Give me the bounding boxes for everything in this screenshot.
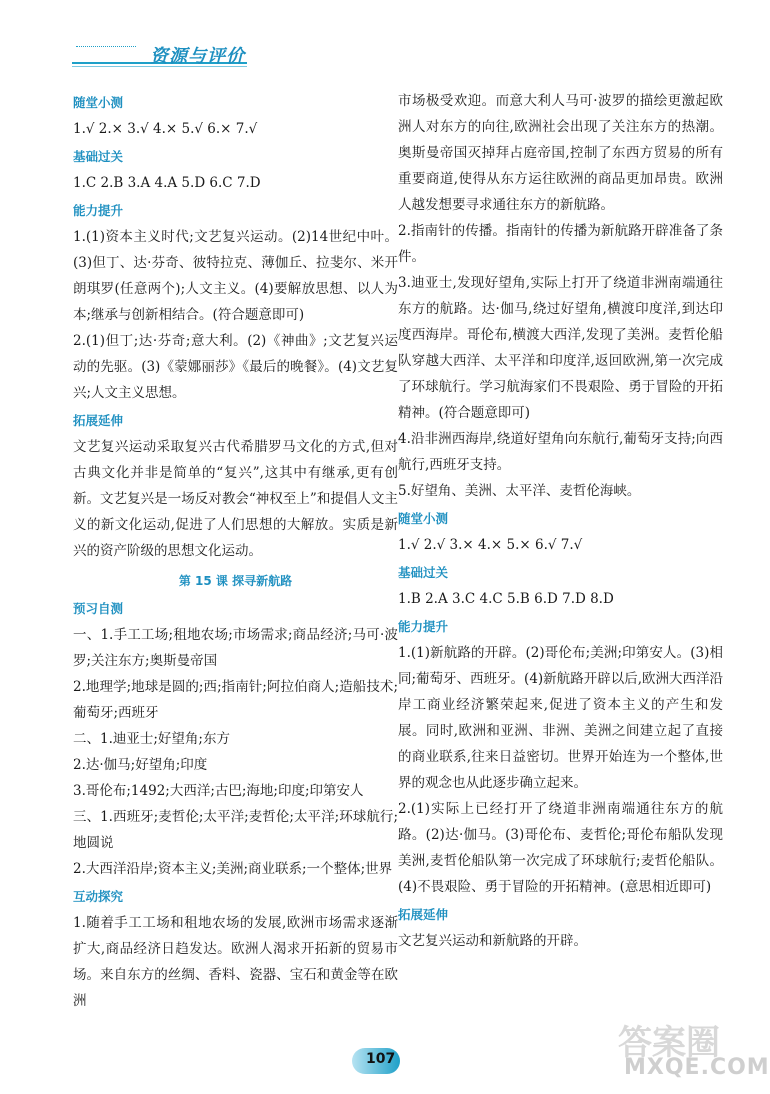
answer-paragraph: 1.B 2.A 3.C 4.C 5.B 6.D 7.D 8.D	[398, 591, 614, 607]
answer-paragraph: 2.达·伽马;好望角;印度	[73, 757, 208, 773]
answer-paragraph: 2.大西洋沿岸;资本主义;美洲;商业联系;一个整体;世界	[73, 861, 393, 877]
page-number-badge	[352, 1048, 400, 1074]
answer-paragraph: 3.迪亚士,发现好望角,实际上打开了绕道非洲南端通往东方的航路。达·伽马,绕过好望角,横渡印度洋,到达印度西海岸。哥伦布,横渡大西洋,发现了美洲。麦哲伦船队穿越大西洋、太平洋和印度洋,返回欧洲,第一次完成了环球航行。学习航海家们不畏艰险、勇于冒险的开拓精神。(符合题意即可)	[398, 275, 723, 421]
answer-paragraph: 1.(1)新航路的开辟。(2)哥伦布;美洲;印第安人。(3)相同;葡萄牙、西班牙。(4)新航路开辟以后,欧洲大西洋沿岸工商业经济繁荣起来,促进了资本主义的产生和发展。同时,欧洲和亚洲、非洲、美洲之间建立起了直接的商业联系,往来日益密切。世界开始连为一个整体,世界的观念也从此逐步确立起来。	[398, 645, 723, 791]
section-heading: 基础过关	[398, 565, 449, 580]
section-heading: 拓展延伸	[73, 413, 124, 428]
answer-paragraph: 2.(1)实际上已经打开了绕道非洲南端通往东方的航路。(2)达·伽马。(3)哥伦布、麦哲伦;哥伦布船队发现美洲,麦哲伦船队第一次完成了环球航行;麦哲伦船队。(4)不畏艰险、勇于冒险的开拓精神。(意思相近即可)	[398, 801, 723, 895]
answer-paragraph: 1.√ 2.× 3.√ 4.× 5.√ 6.× 7.√	[73, 121, 258, 137]
watermark-line2: MXQE.COM	[624, 1055, 770, 1080]
section-heading: 随堂小测	[73, 95, 124, 110]
section-heading: 拓展延伸	[398, 907, 449, 922]
answer-paragraph: 1.√ 2.√ 3.× 4.× 5.× 6.√ 7.√	[398, 537, 583, 553]
watermark	[618, 1015, 770, 1087]
section-heading: 能力提升	[73, 203, 124, 218]
answer-paragraph: 5.好望角、美洲、太平洋、麦哲伦海峡。	[398, 483, 641, 499]
section-heading: 随堂小测	[398, 511, 449, 526]
section-heading: 能力提升	[398, 619, 449, 634]
page-number: 107	[366, 1051, 396, 1067]
lesson-title: 第 15 课 探寻新航路	[178, 574, 293, 588]
page-header	[72, 40, 262, 76]
watermark-line1: 答案圈	[618, 1023, 720, 1063]
section-heading: 互动探究	[73, 889, 124, 904]
section-heading: 预习自测	[73, 601, 124, 616]
answer-paragraph: 二、1.迪亚士;好望角;东方	[73, 731, 230, 747]
answer-paragraph: 2.指南针的传播。指南针的传播为新航路开辟准备了条件。	[398, 223, 723, 265]
answer-paragraph: 文艺复兴运动和新航路的开辟。	[398, 933, 587, 949]
answer-paragraph: 一、1.手工工场;租地农场;市场需求;商品经济;马可·波罗;关注东方;奥斯曼帝国	[73, 627, 398, 669]
answer-paragraph: 1.随着手工工场和租地农场的发展,欧洲市场需求逐渐扩大,商品经济日趋发达。欧洲人渴求开拓新的贸易市场。来自东方的丝绸、香料、瓷器、宝石和黄金等在欧洲	[73, 915, 398, 1009]
answer-paragraph: 三、1.西班牙;麦哲伦;太平洋;麦哲伦;太平洋;环球航行;地圆说	[73, 809, 398, 851]
answer-paragraph: 文艺复兴运动采取复兴古代希腊罗马文化的方式,但对古典文化并非是简单的“复兴”,这其中有继承,更有创新。文艺复兴是一场反对教会“神权至上”和提倡人文主义的新文化运动,促进了人们思想的大解放。实质是新兴的资产阶级的思想文化运动。	[73, 439, 398, 559]
section-heading: 基础过关	[73, 149, 124, 164]
answer-paragraph: 1.C 2.B 3.A 4.A 5.D 6.C 7.D	[73, 175, 261, 191]
answer-paragraph: 2.(1)但丁;达·芬奇;意大利。(2)《神曲》;文艺复兴运动的先驱。(3)《蒙娜丽莎》《最后的晚餐》。(4)文艺复兴;人文主义思想。	[73, 333, 398, 401]
answer-paragraph: 1.(1)资本主义时代;文艺复兴运动。(2)14世纪中叶。(3)但丁、达·芬奇、彼特拉克、薄伽丘、拉斐尔、米开朗琪罗(任意两个);人文主义。(4)要解放思想、以人为本;继承与创新相结合。(符合题意即可)	[73, 229, 398, 323]
header-title: 资源与评价	[150, 46, 245, 67]
answer-paragraph: 市场极受欢迎。而意大利人马可·波罗的描绘更激起欧洲人对东方的向往,欧洲社会出现了关注东方的热潮。奥斯曼帝国灭掉拜占庭帝国,控制了东西方贸易的所有重要商道,使得从东方运往欧洲的商品更加昂贵。欧洲人越发想要寻求通往东方的新航路。	[398, 93, 723, 213]
answer-paragraph: 3.哥伦布;1492;大西洋;古巴;海地;印度;印第安人	[73, 783, 364, 799]
answer-paragraph: 4.沿非洲西海岸,绕道好望角向东航行,葡萄牙支持;向西航行,西班牙支持。	[398, 431, 723, 473]
right-column	[398, 88, 723, 954]
answer-paragraph: 2.地理学;地球是圆的;西;指南针;阿拉伯商人;造船技术;葡萄牙;西班牙	[73, 679, 398, 721]
header-dotted-line	[76, 46, 136, 57]
left-column	[73, 88, 398, 1014]
